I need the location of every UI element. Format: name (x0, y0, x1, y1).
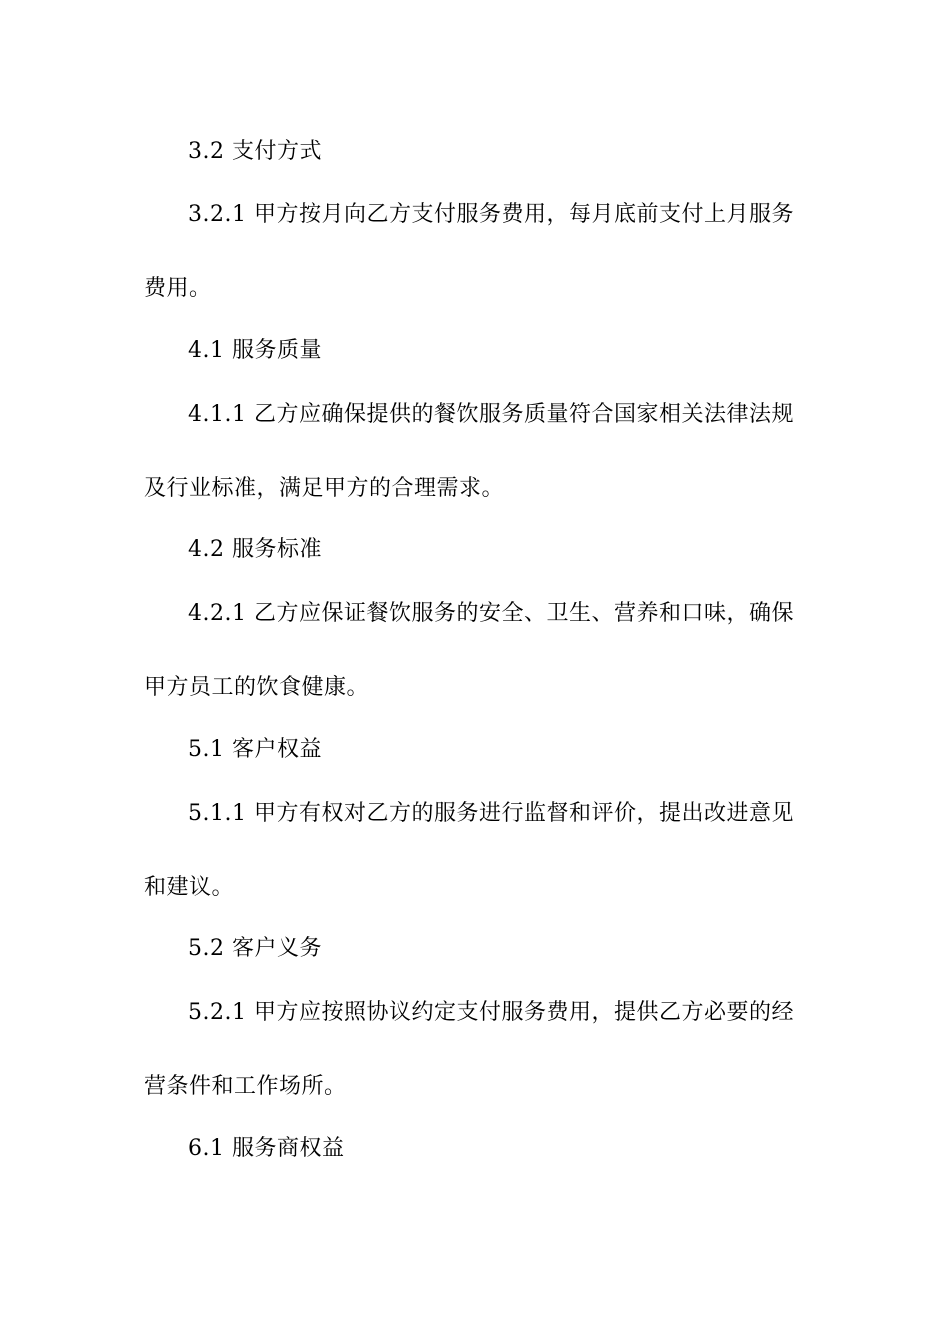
clause-3-2-1: 3.2.1 甲方按月向乙方支付服务费用，每月底前支付上月服务 (188, 202, 794, 227)
clause-5-2-1: 5.2.1 甲方应按照协议约定支付服务费用，提供乙方必要的经 (188, 1000, 794, 1025)
section-heading-4-1: 4.1 服务质量 (188, 338, 322, 363)
clause-5-1-1: 5.1.1 甲方有权对乙方的服务进行监督和评价，提出改进意见 (188, 801, 794, 826)
section-heading-5-2: 5.2 客户义务 (188, 936, 322, 961)
clause-5-2-1-continued: 营条件和工作场所。 (144, 1074, 347, 1099)
clause-3-2-1-continued: 费用。 (144, 276, 212, 301)
section-heading-6-1: 6.1 服务商权益 (188, 1136, 345, 1161)
clause-4-1-1-continued: 及行业标准，满足甲方的合理需求。 (144, 476, 505, 501)
section-heading-4-2: 4.2 服务标准 (188, 537, 322, 562)
clause-4-2-1-continued: 甲方员工的饮食健康。 (144, 675, 370, 700)
section-heading-5-1: 5.1 客户权益 (188, 737, 322, 762)
clause-4-2-1: 4.2.1 乙方应保证餐饮服务的安全、卫生、营养和口味，确保 (188, 601, 794, 626)
clause-4-1-1: 4.1.1 乙方应确保提供的餐饮服务质量符合国家相关法律法规 (188, 402, 794, 427)
clause-5-1-1-continued: 和建议。 (144, 875, 235, 900)
section-heading-3-2: 3.2 支付方式 (188, 139, 322, 164)
